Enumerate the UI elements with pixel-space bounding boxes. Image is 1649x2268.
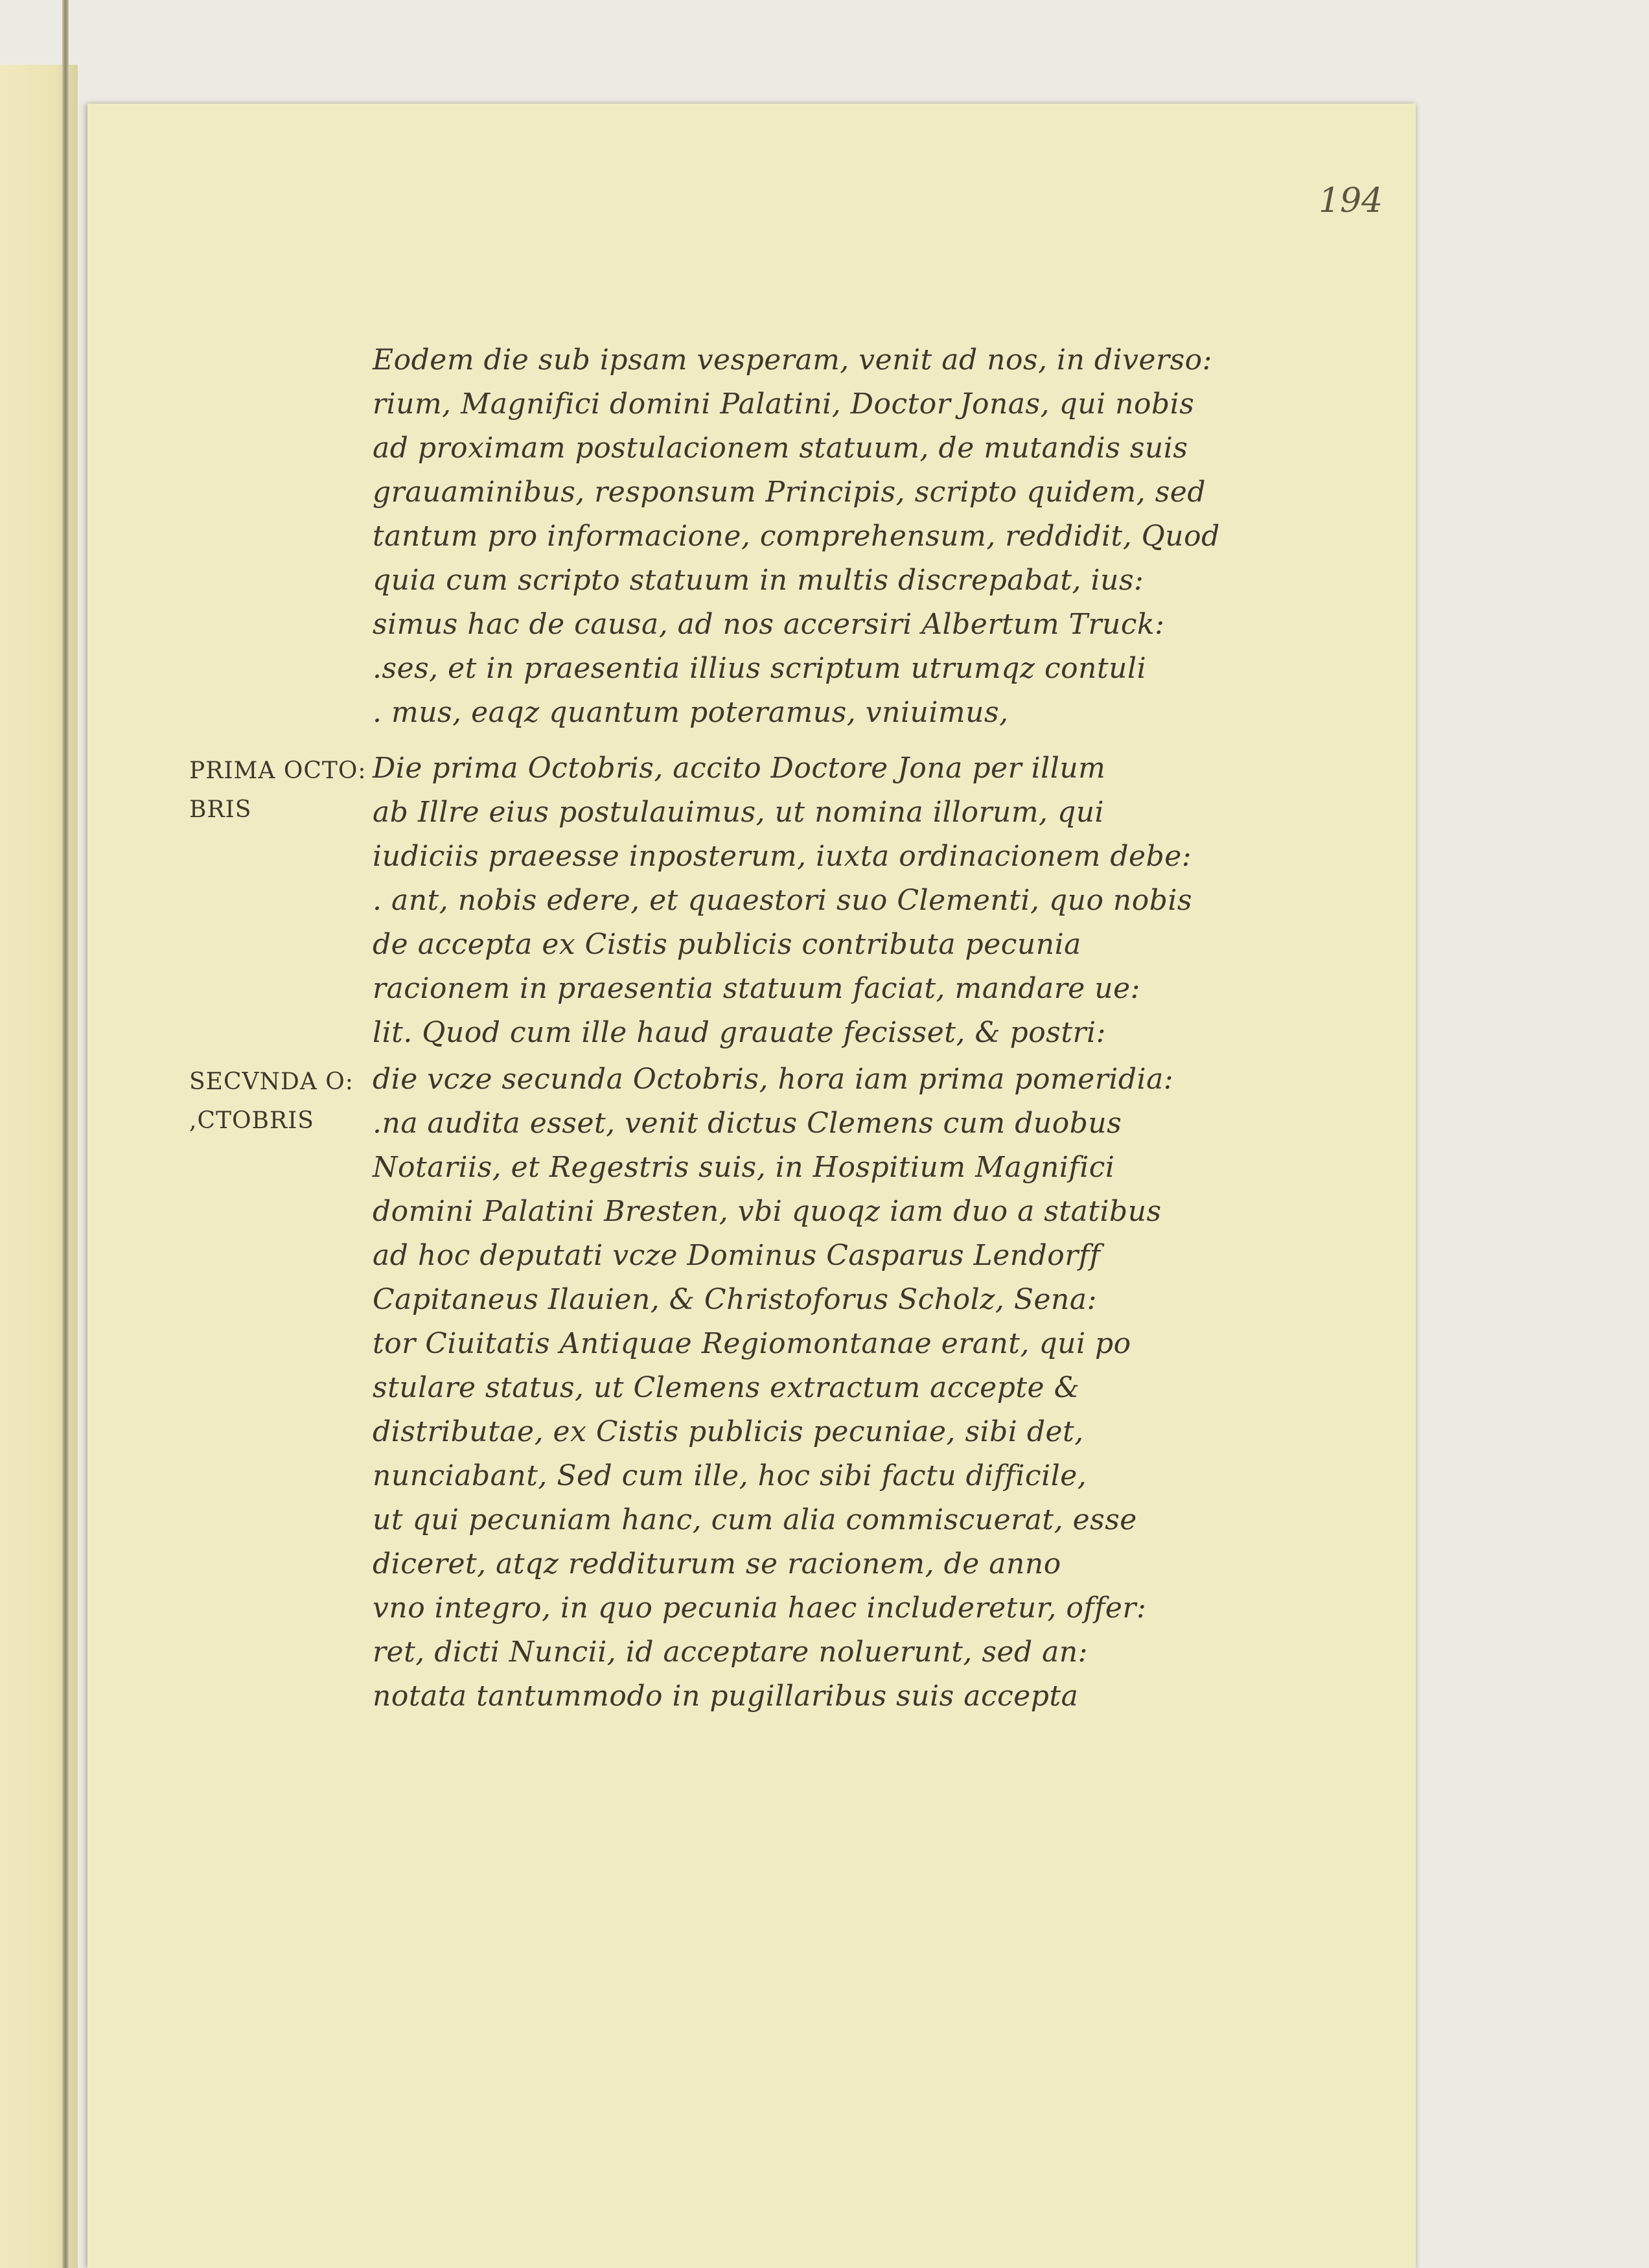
text-line: tor Ciuitatis Antiquae Regiomontanae erant, qui po (373, 1327, 1131, 1360)
margin-note-line: SECVNDA O: (189, 1069, 354, 1095)
text-line: vno integro, in quo pecunia haec includeretur, offer: (373, 1591, 1147, 1625)
text-line: simus hac de causa, ad nos accersiri Albertum Truck: (373, 608, 1165, 641)
manuscript-page (87, 104, 1416, 2268)
text-line: ad proximam postulacionem statuum, de mutandis suis (373, 432, 1188, 465)
text-line: distributae, ex Cistis publicis pecuniae, sibi det, (373, 1415, 1084, 1448)
text-line: quia cum scripto statuum in multis discrepabat, ius: (373, 564, 1144, 597)
text-line: Notariis, et Regestris suis, in Hospitium Magnifici (373, 1151, 1115, 1184)
page-number: 194 (1319, 181, 1383, 220)
text-line: ut qui pecuniam hanc, cum alia commiscuerat, esse (373, 1503, 1137, 1536)
margin-note-secunda-octobris (189, 1063, 354, 1140)
text-line: nunciabant, Sed cum ille, hoc sibi factu difficile, (373, 1459, 1087, 1492)
text-line: . ant, nobis edere, et quaestori suo Clementi, quo nobis (373, 884, 1193, 917)
text-line: de accepta ex Cistis publicis contributa pecunia (373, 928, 1081, 961)
text-line: racionem in praesentia statuum faciat, mandare ue: (373, 972, 1140, 1005)
text-line: ab Illre eius postulauimus, ut nomina illorum, qui (373, 796, 1105, 829)
text-line: notata tantummodo in pugillaribus suis accepta (373, 1680, 1079, 1713)
text-line: diceret, atqz redditurum se racionem, de anno (373, 1547, 1061, 1580)
text-line: . mus, eaqz quantum poteramus, vniuimus, (373, 696, 1009, 729)
binding-gutter (62, 0, 69, 2268)
margin-note-prima-octobris (189, 752, 367, 829)
text-line: grauaminibus, responsum Principis, scripto quidem, sed (373, 476, 1206, 509)
text-line: Eodem die sub ipsam vesperam, venit ad nos, in diverso: (373, 343, 1212, 376)
text-line: tantum pro informacione, comprehensum, reddidit, Quod (373, 520, 1220, 553)
text-line: Die prima Octobris, accito Doctore Jona per illum (373, 752, 1106, 785)
margin-note-line: ,CTOBRIS (189, 1107, 314, 1134)
margin-note-line: PRIMA OCTO: (189, 758, 367, 784)
text-line: rium, Magnifici domini Palatini, Doctor Jonas, qui nobis (373, 388, 1195, 421)
margin-note-line: BRIS (189, 796, 252, 823)
text-line: die vcze secunda Octobris, hora iam prima pomeridia: (373, 1063, 1174, 1096)
text-line: domini Palatini Bresten, vbi quoqz iam duo a statibus (373, 1195, 1162, 1228)
text-line: .ses, et in praesentia illius scriptum utrumqz contuli (373, 652, 1147, 685)
text-line: stulare status, ut Clemens extractum accepte & (373, 1371, 1080, 1404)
text-line: iudiciis praeesse inposterum, iuxta ordinacionem debe: (373, 840, 1192, 873)
text-line: ret, dicti Nuncii, id acceptare noluerunt, sed an: (373, 1636, 1089, 1669)
text-line: .na audita esset, venit dictus Clemens cum duobus (373, 1107, 1122, 1140)
text-line: ad hoc deputati vcze Dominus Casparus Lendorff (373, 1239, 1101, 1272)
text-line: lit. Quod cum ille haud grauate fecisset, & postri: (373, 1016, 1106, 1049)
text-line: Capitaneus Ilauien, & Christoforus Scholz, Sena: (373, 1283, 1097, 1316)
